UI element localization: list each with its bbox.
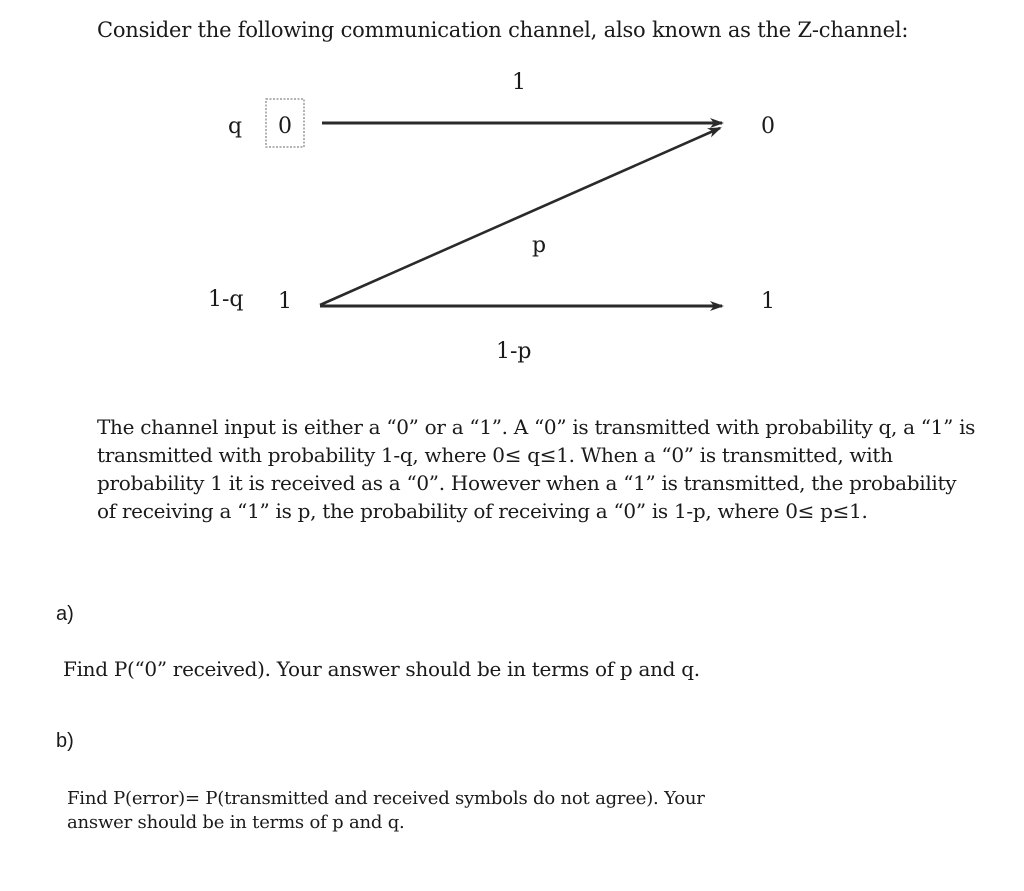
channel-description: The channel input is either a “0” or a “1”. A “0” is transmitted with probability q, a “1” is transmitted with probability 1-q, where 0≤ q≤1. When a “0” is transmitted, with probability 1 it is received as a “0”. However when a “1” is transmitted, the probability of receiving a “1” is p, the probability of receiving a “0” is 1-p, where 0≤ p≤1. — [97, 415, 976, 523]
intro-text: Consider the following communication channel, also known as the Z-channel: — [97, 18, 909, 42]
input-symbol-0: 0 — [278, 114, 292, 139]
edge-1-to-0-label: p — [532, 233, 547, 258]
z-channel-diagram — [0, 0, 1024, 400]
edge-0-to-0-label: 1 — [512, 70, 526, 95]
part-b-label: b) — [56, 730, 74, 752]
output-symbol-0: 0 — [761, 114, 775, 139]
input-symbol-1: 1 — [278, 289, 292, 314]
input-prob-0-label: q — [228, 114, 243, 139]
edge-1-to-0-arrow — [320, 128, 720, 305]
part-a-label: a) — [56, 603, 74, 625]
edge-1-to-1-label: 1-p — [496, 339, 532, 364]
part-a-question: Find P(“0” received). Your answer should be in terms of p and q. — [63, 657, 700, 681]
output-symbol-1: 1 — [761, 289, 775, 314]
part-b-question: Find P(error)= P(transmitted and received symbols do not agree). Your answer should be in terms of p and q. — [67, 788, 705, 833]
input-prob-1-label: 1-q — [208, 287, 244, 312]
